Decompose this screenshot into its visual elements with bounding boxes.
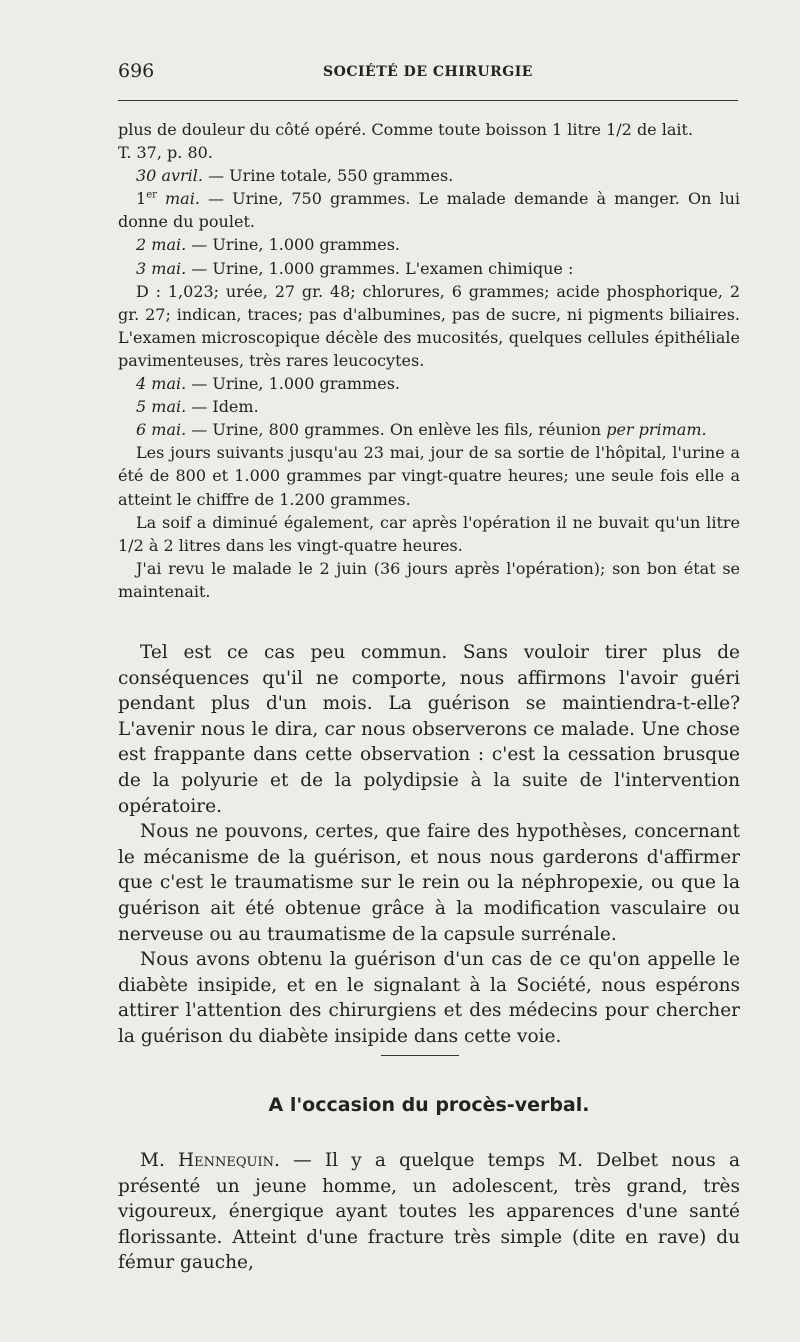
entry-text: — Urine, 1.000 grammes.: [191, 235, 400, 255]
note-entry: [118, 164, 740, 187]
entry-text: — Urine, 1.000 grammes. L'examen chimique :: [191, 258, 574, 278]
entry-text: — Urine totale, 550 grammes.: [208, 166, 454, 186]
paragraph: Tel est ce cas peu commun. Sans vouloir tirer plus de conséquences qu'il ne comporte, nous affirmons l'avoir guéri pendant plus d'un mois. La guérison se maintiendra-t-elle? L'avenir nous le dira, car nous observerons ce malade. Une chose est frappante dans cette observation : c'est la cessation brusque de la polyurie et de la polydipsie à la suite de l'intervention opératoire.: [118, 642, 740, 817]
entry-date: 5 mai.: [136, 397, 187, 417]
entry-text: — Urine, 800 grammes. On enlève les fils, réunion: [191, 420, 602, 440]
page-number: 696: [118, 60, 155, 82]
minutes-text: [118, 1148, 740, 1276]
note-entry: [118, 187, 740, 233]
entry-text: — Idem.: [191, 397, 259, 417]
following-days: Les jours suivants jusqu'au 23 mai, jour de sa sortie de l'hôpital, l'urine a été de 800 et 1.000 grammes par vingt-quatre heures; une seule fois elle a atteint le chiffre de 1.200 grammes.: [118, 443, 740, 509]
thirst-note: La soif a diminué également, car après l'opération il ne buvait qu'un litre 1/2 à 2 litres dans les vingt-quatre heures.: [118, 512, 740, 555]
section-title: A l'occasion du procès-verbal.: [268, 1094, 590, 1116]
discussion: [118, 640, 740, 1050]
note-entry: [118, 233, 740, 256]
header-rule: [118, 100, 738, 101]
paragraph: Nous avons obtenu la guérison d'un cas de ce qu'on appelle le diabète insipide, et en le signalant à la Société, nous espérons attirer l'attention des chirurgiens et des médecins pour chercher la guérison du diabète insipide dans cette voie.: [118, 949, 740, 1047]
clinical-notes: [118, 118, 740, 603]
speech-text: — Il y a quelque temps M. Delbet nous a présenté un jeune homme, un adolescent, très grand, très vigoureux, énergique ayant toutes les apparences d'une santé florissante. Atteint d'une fracture très simple (dite en rave) du fémur gauche,: [118, 1150, 740, 1274]
note-line: T. 37, p. 80.: [118, 143, 213, 163]
running-title: SOCIÉTÉ DE CHIRURGIE: [323, 64, 533, 80]
note-line: plus de douleur du côté opéré. Comme toute boisson 1 litre 1/2 de lait.: [118, 120, 694, 139]
note-entry: [118, 418, 740, 441]
paragraph: Nous ne pouvons, certes, que faire des hypothèses, concernant le mécanisme de la guérison, et nous nous garderons d'affirmer que c'est le traumatisme sur le rein ou la néphropexie, ou que la guérison ait été obtenue grâce à la modification vasculaire ou nerveuse ou au traumatisme de la capsule surrénale.: [118, 821, 740, 945]
entry-date: 2 mai.: [136, 235, 187, 255]
speaker-name: M. Hennequin.: [140, 1150, 280, 1171]
entry-month: mai.: [165, 189, 200, 209]
entry-date: 30 avril.: [136, 166, 203, 186]
page-header: [118, 60, 738, 86]
section-divider: [381, 1055, 459, 1056]
latin-phrase: per primam.: [606, 420, 707, 440]
entry-day-suffix: er: [146, 189, 157, 201]
entry-date: 3 mai.: [136, 258, 187, 278]
entry-day: 1: [136, 189, 147, 209]
chemical-analysis: D : 1,023; urée, 27 gr. 48; chlorures, 6 grammes; acide phosphorique, 2 gr. 27; indican, traces; pas d'albumines, pas de sucre, ni pigments biliaires. L'examen microscopique décèle des mucosités, quelques cellules épithéliale pavimenteuses, très rares leucocytes.: [118, 281, 740, 370]
note-entry: [118, 257, 740, 280]
revisit-note: J'ai revu le malade le 2 juin (36 jours après l'opération); son bon état se maintenait.: [118, 558, 740, 601]
note-entry: [118, 395, 740, 418]
entry-date: 4 mai.: [136, 374, 187, 394]
entry-date: 6 mai.: [136, 420, 187, 440]
entry-text: — Urine, 1.000 grammes.: [191, 374, 400, 394]
note-entry: [118, 372, 740, 395]
entry-text: — Urine, 750 grammes. Le malade demande à manger. On lui donne du poulet.: [118, 189, 741, 232]
paragraph: [118, 1148, 740, 1276]
